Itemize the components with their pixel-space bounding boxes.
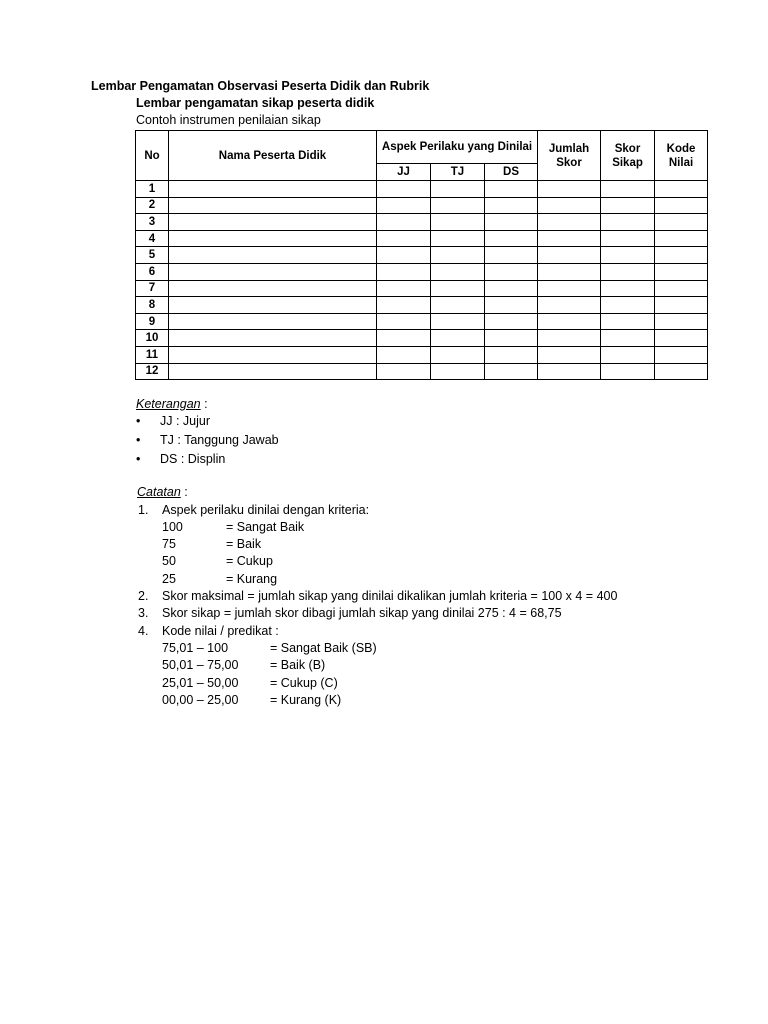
notes-item-3 (138, 606, 562, 620)
item-number: 4. (138, 624, 149, 638)
row-number: 3 (136, 214, 169, 231)
empty-cell (169, 214, 377, 231)
empty-cell (538, 247, 601, 264)
header-name: Nama Peserta Didik (169, 131, 377, 181)
empty-cell (655, 280, 708, 297)
empty-cell (377, 280, 431, 297)
empty-cell (601, 247, 655, 264)
empty-cell (377, 330, 431, 347)
predicate-desc: = Baik (B) (270, 658, 326, 672)
empty-cell (169, 197, 377, 214)
empty-cell (169, 181, 377, 198)
legend-label: Keterangan (136, 397, 201, 411)
empty-cell (169, 297, 377, 314)
table-row (136, 247, 708, 264)
empty-cell (431, 363, 485, 380)
empty-cell (485, 197, 538, 214)
empty-cell (485, 263, 538, 280)
table-row (136, 280, 708, 297)
empty-cell (431, 214, 485, 231)
empty-cell (377, 197, 431, 214)
item-number: 1. (138, 503, 149, 517)
table-row (136, 297, 708, 314)
bullet-icon: • (136, 452, 141, 466)
item-number: 2. (138, 589, 149, 603)
predicate-range: 75,01 – 100 (162, 641, 229, 655)
empty-cell (485, 181, 538, 198)
empty-cell (431, 280, 485, 297)
assessment-table (135, 130, 708, 380)
predicate-desc: = Cukup (C) (270, 676, 338, 690)
empty-cell (485, 346, 538, 363)
empty-cell (169, 346, 377, 363)
header-total-score: Jumlah Skor (538, 131, 601, 181)
header-grade-code: Kode Nilai (655, 131, 708, 181)
empty-cell (169, 363, 377, 380)
empty-cell (485, 363, 538, 380)
empty-cell (655, 346, 708, 363)
empty-cell (601, 313, 655, 330)
bullet-icon: • (136, 414, 141, 428)
empty-cell (538, 214, 601, 231)
empty-cell (538, 346, 601, 363)
empty-cell (169, 263, 377, 280)
empty-cell (485, 280, 538, 297)
table-row (136, 230, 708, 247)
empty-cell (538, 363, 601, 380)
empty-cell (377, 230, 431, 247)
table-row (136, 346, 708, 363)
empty-cell (655, 214, 708, 231)
empty-cell (655, 263, 708, 280)
empty-cell (601, 181, 655, 198)
table-row (136, 263, 708, 280)
empty-cell (431, 313, 485, 330)
row-number: 8 (136, 297, 169, 314)
criteria-desc: = Baik (226, 537, 262, 551)
predicate-desc: = Kurang (K) (270, 693, 342, 707)
empty-cell (431, 197, 485, 214)
legend-item-text: DS : Displin (160, 452, 226, 466)
legend-item-text: JJ : Jujur (160, 414, 211, 428)
row-number: 6 (136, 263, 169, 280)
empty-cell (601, 297, 655, 314)
empty-cell (601, 280, 655, 297)
criteria-value: 50 (162, 554, 176, 568)
legend-heading (136, 397, 208, 411)
bullet-icon: • (136, 433, 141, 447)
criteria-desc: = Sangat Baik (226, 520, 305, 534)
notes-heading (137, 485, 188, 499)
empty-cell (485, 313, 538, 330)
row-number: 1 (136, 181, 169, 198)
item-text: Aspek perilaku dinilai dengan kriteria: (162, 503, 370, 517)
empty-cell (601, 214, 655, 231)
predicate-range: 25,01 – 50,00 (162, 676, 239, 690)
header-ds: DS (485, 164, 538, 181)
notes-item-2 (138, 589, 617, 603)
header-no: No (136, 131, 169, 181)
empty-cell (377, 346, 431, 363)
empty-cell (655, 313, 708, 330)
empty-cell (655, 297, 708, 314)
empty-cell (655, 330, 708, 347)
empty-cell (485, 297, 538, 314)
empty-cell (538, 297, 601, 314)
empty-cell (538, 330, 601, 347)
notes-label: Catatan (137, 485, 181, 499)
empty-cell (377, 214, 431, 231)
legend-item (136, 433, 279, 447)
table-row (136, 197, 708, 214)
empty-cell (431, 230, 485, 247)
empty-cell (377, 363, 431, 380)
item-text: Kode nilai / predikat : (162, 624, 279, 638)
empty-cell (377, 313, 431, 330)
empty-cell (601, 363, 655, 380)
legend-item (136, 452, 225, 466)
empty-cell (169, 280, 377, 297)
empty-cell (431, 346, 485, 363)
table-body (136, 181, 708, 380)
empty-cell (169, 330, 377, 347)
criteria-value: 75 (162, 537, 176, 551)
notes-item-4 (138, 624, 279, 638)
table-row (136, 181, 708, 198)
legend-item (136, 414, 210, 428)
empty-cell (538, 313, 601, 330)
item-text: Skor sikap = jumlah skor dibagi jumlah sikap yang dinilai 275 : 4 = 68,75 (162, 606, 562, 620)
empty-cell (538, 230, 601, 247)
header-attitude-score: Skor Sikap (601, 131, 655, 181)
empty-cell (538, 181, 601, 198)
predicate-range: 00,00 – 25,00 (162, 693, 239, 707)
empty-cell (169, 313, 377, 330)
empty-cell (377, 181, 431, 198)
header-aspect: Aspek Perilaku yang Dinilai (377, 131, 538, 164)
empty-cell (431, 247, 485, 264)
legend-item-text: TJ : Tanggung Jawab (160, 433, 279, 447)
empty-cell (601, 346, 655, 363)
empty-cell (377, 297, 431, 314)
empty-cell (485, 230, 538, 247)
empty-cell (377, 247, 431, 264)
empty-cell (601, 197, 655, 214)
row-number: 9 (136, 313, 169, 330)
row-number: 11 (136, 346, 169, 363)
table-caption: Contoh instrumen penilaian sikap (136, 113, 321, 127)
empty-cell (655, 230, 708, 247)
row-number: 5 (136, 247, 169, 264)
empty-cell (377, 263, 431, 280)
row-number: 12 (136, 363, 169, 380)
empty-cell (485, 330, 538, 347)
row-number: 4 (136, 230, 169, 247)
empty-cell (485, 214, 538, 231)
predicate-desc: = Sangat Baik (SB) (270, 641, 377, 655)
empty-cell (485, 247, 538, 264)
criteria-desc: = Kurang (226, 572, 278, 586)
empty-cell (655, 197, 708, 214)
empty-cell (169, 230, 377, 247)
notes-item-1 (138, 503, 369, 517)
empty-cell (169, 247, 377, 264)
empty-cell (655, 181, 708, 198)
row-number: 2 (136, 197, 169, 214)
table-row (136, 214, 708, 231)
empty-cell (538, 280, 601, 297)
criteria-value: 100 (162, 520, 183, 534)
table-row (136, 363, 708, 380)
header-tj: TJ (431, 164, 485, 181)
header-jj: JJ (377, 164, 431, 181)
empty-cell (538, 197, 601, 214)
empty-cell (601, 263, 655, 280)
empty-cell (538, 263, 601, 280)
criteria-desc: = Cukup (226, 554, 273, 568)
empty-cell (655, 247, 708, 264)
row-number: 10 (136, 330, 169, 347)
item-number: 3. (138, 606, 149, 620)
item-text: Skor maksimal = jumlah sikap yang dinilai dikalikan jumlah kriteria = 100 x 4 = 400 (162, 589, 618, 603)
legend-colon: : (200, 397, 208, 411)
criteria-value: 25 (162, 572, 176, 586)
row-number: 7 (136, 280, 169, 297)
document-title: Lembar Pengamatan Observasi Peserta Didik dan Rubrik (91, 79, 430, 93)
empty-cell (431, 263, 485, 280)
document-subtitle: Lembar pengamatan sikap peserta didik (136, 96, 375, 110)
table-row (136, 313, 708, 330)
empty-cell (431, 181, 485, 198)
empty-cell (601, 230, 655, 247)
predicate-range: 50,01 – 75,00 (162, 658, 239, 672)
empty-cell (655, 363, 708, 380)
empty-cell (431, 330, 485, 347)
notes-colon: : (180, 485, 188, 499)
empty-cell (601, 330, 655, 347)
empty-cell (431, 297, 485, 314)
table-row (136, 330, 708, 347)
